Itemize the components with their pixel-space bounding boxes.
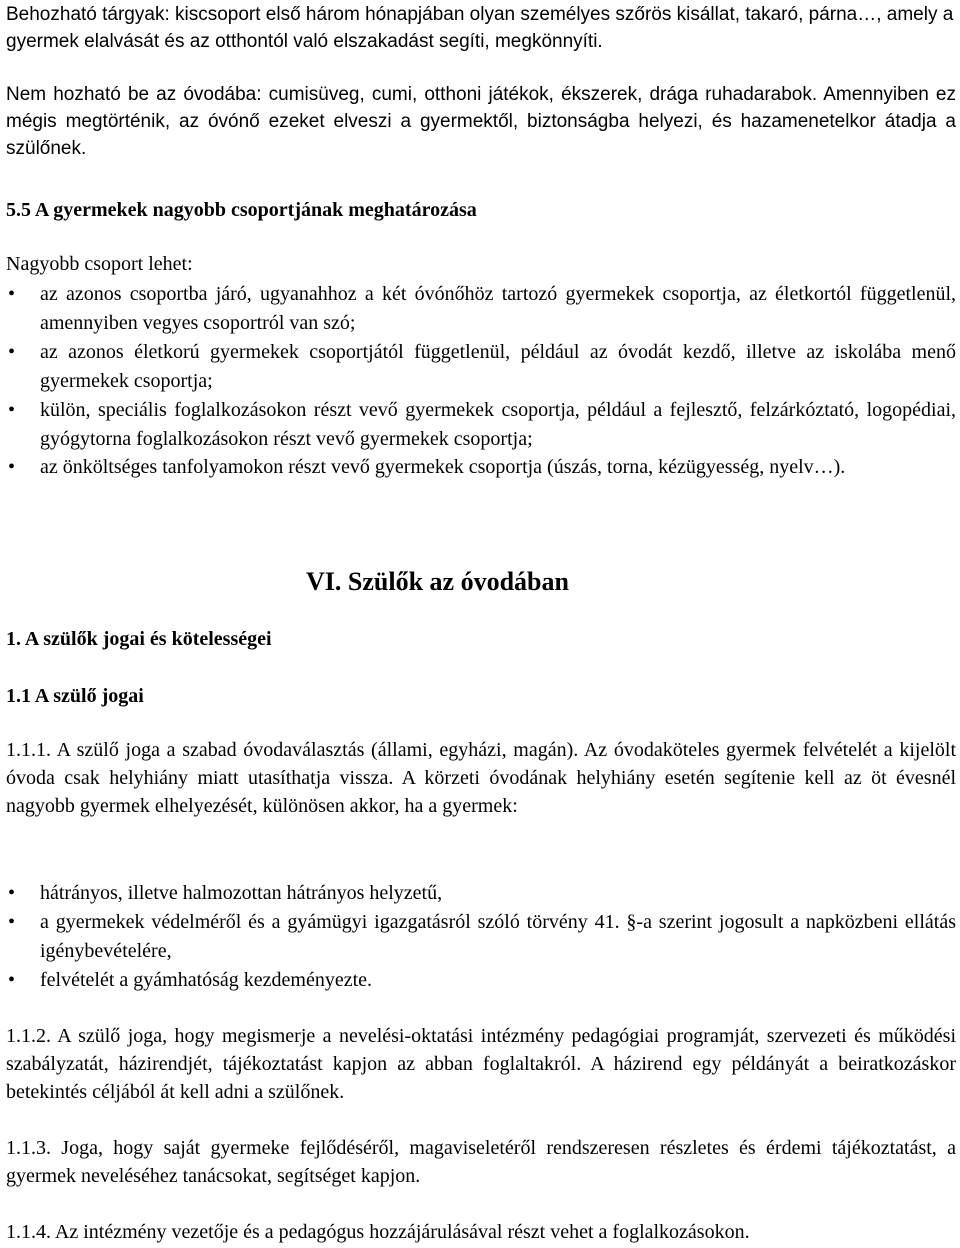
- paragraph-1-1-4-text: 1.1.4. Az intézmény vezetője és a pedagógus hozzájárulásával részt vehet a foglalkozásokon.: [6, 1221, 750, 1243]
- intro-paragraph-items: [6, 1, 956, 55]
- list-item-text: az azonos csoportba járó, ugyanahhoz a két óvónőhöz tartozó gyermekek csoportja, az életkortól függetlenül, amennyiben vegyes csoportról van szó;: [40, 283, 956, 334]
- paragraph-1-1-3-text: 1.1.3. Joga, hogy saját gyermeke fejlődéséről, magaviseletéről rendszeresen részletes és érdemi tájékoztatást, a gyermek neveléséhez tanácsokat, segítséget kapjon.: [6, 1137, 956, 1187]
- list-item: [6, 908, 956, 966]
- list-item: [6, 396, 956, 454]
- paragraph-1-1-2-text: 1.1.2. A szülő joga, hogy megismerje a nevelési-oktatási intézmény pedagógiai programját, szervezeti és működési szabályzatát, házirendjét, tájékoztatást kapjon az abban foglaltakról. A házirend egy példányát a beiratkozáskor betekintés céljából át kell adni a szülőnek.: [6, 1025, 956, 1103]
- chapter-title: VI. Szülők az óvodában: [306, 567, 569, 596]
- bullet-icon: •: [8, 911, 16, 933]
- chapter-heading-1-1: 1.1 A szülő jogai: [6, 685, 144, 707]
- list-item: [6, 453, 956, 482]
- list-item-text: a gyermekek védelméről és a gyámügyi igazgatásról szóló törvény 41. §-a szerint jogosult a napközbeni ellátás igénybevételére,: [40, 911, 956, 962]
- paragraph-1-1-3: [6, 1134, 956, 1190]
- chapter-heading-1-1-wrap: [6, 682, 956, 710]
- chapter-heading-1: 1. A szülők jogai és kötelességei: [6, 628, 272, 650]
- list-item: [6, 879, 956, 908]
- chapter-title-wrap: [6, 566, 956, 598]
- bullet-icon: •: [8, 456, 16, 478]
- list-item-text: felvételét a gyámhatóság kezdeményezte.: [40, 969, 373, 991]
- list-item-text: hátrányos, illetve halmozottan hátrányos helyzetű,: [40, 882, 443, 904]
- section-5-5-lead: Nagyobb csoport lehet:: [6, 253, 193, 275]
- list-item-text: az önköltséges tanfolyamokon részt vevő gyermekek csoportja (úszás, torna, kézügyesség, nyelv…).: [40, 456, 846, 478]
- section-5-5: [6, 196, 956, 224]
- bullet-icon: •: [8, 399, 16, 421]
- intro-paragraph-1: Behozható tárgyak: kiscsoport első három hónapjában olyan személyes szőrös kisállat, takaró, párna…, amely a gyermek elalvását és az otthontól való elszakadást segíti, megkönnyíti.: [6, 4, 954, 52]
- bullet-icon: •: [8, 283, 16, 305]
- list-item: [6, 338, 956, 396]
- section-5-5-heading: 5.5 A gyermekek nagyobb csoportjának meghatározása: [6, 199, 477, 221]
- chapter-heading-1-wrap: [6, 625, 956, 653]
- list-item-text: az azonos életkorú gyermekek csoportjától függetlenül, például az óvodát kezdő, illetve az iskolába menő gyermekek csoportja;: [40, 341, 956, 392]
- paragraph-1-1-4: [6, 1218, 956, 1246]
- paragraph-1-1-1-text: 1.1.1. A szülő joga a szabad óvodaválasztás (állami, egyházi, magán). Az óvodaköteles gyermek felvételét a kijelölt óvoda csak helyhiány miatt utasíthatja vissza. A körzeti óvodának helyhiány esetén segítenie kell az öt évesnél nagyobb gyermek elhelyezését, különösen akkor, ha a gyermek:: [6, 739, 956, 817]
- list-item: [6, 280, 956, 338]
- intro-paragraph-2: Nem hozható be az óvodába: cumisüveg, cumi, otthoni játékok, ékszerek, drága ruhadarabok. Amennyiben ez mégis megtörténik, az óvónő ezeket elveszi a gyermektől, biztonságba helyezi, és hazamenetelkor átadja a szülőnek.: [6, 84, 956, 159]
- paragraph-1-1-1: [6, 736, 956, 820]
- bullet-icon: •: [8, 882, 16, 904]
- paragraph-1-1-2: [6, 1022, 956, 1106]
- section-5-5-lead-wrap: [6, 250, 956, 278]
- bullet-icon: •: [8, 969, 16, 991]
- bullet-icon: •: [8, 341, 16, 363]
- intro-paragraph-forbidden: [6, 81, 956, 162]
- list-item-text: külön, speciális foglalkozásokon részt vevő gyermekek csoportja, például a fejlesztő, felzárkóztató, logopédiai, gyógytorna foglalkozásokon részt vevő gyermekek csoportja;: [40, 399, 956, 450]
- list-item: [6, 966, 956, 995]
